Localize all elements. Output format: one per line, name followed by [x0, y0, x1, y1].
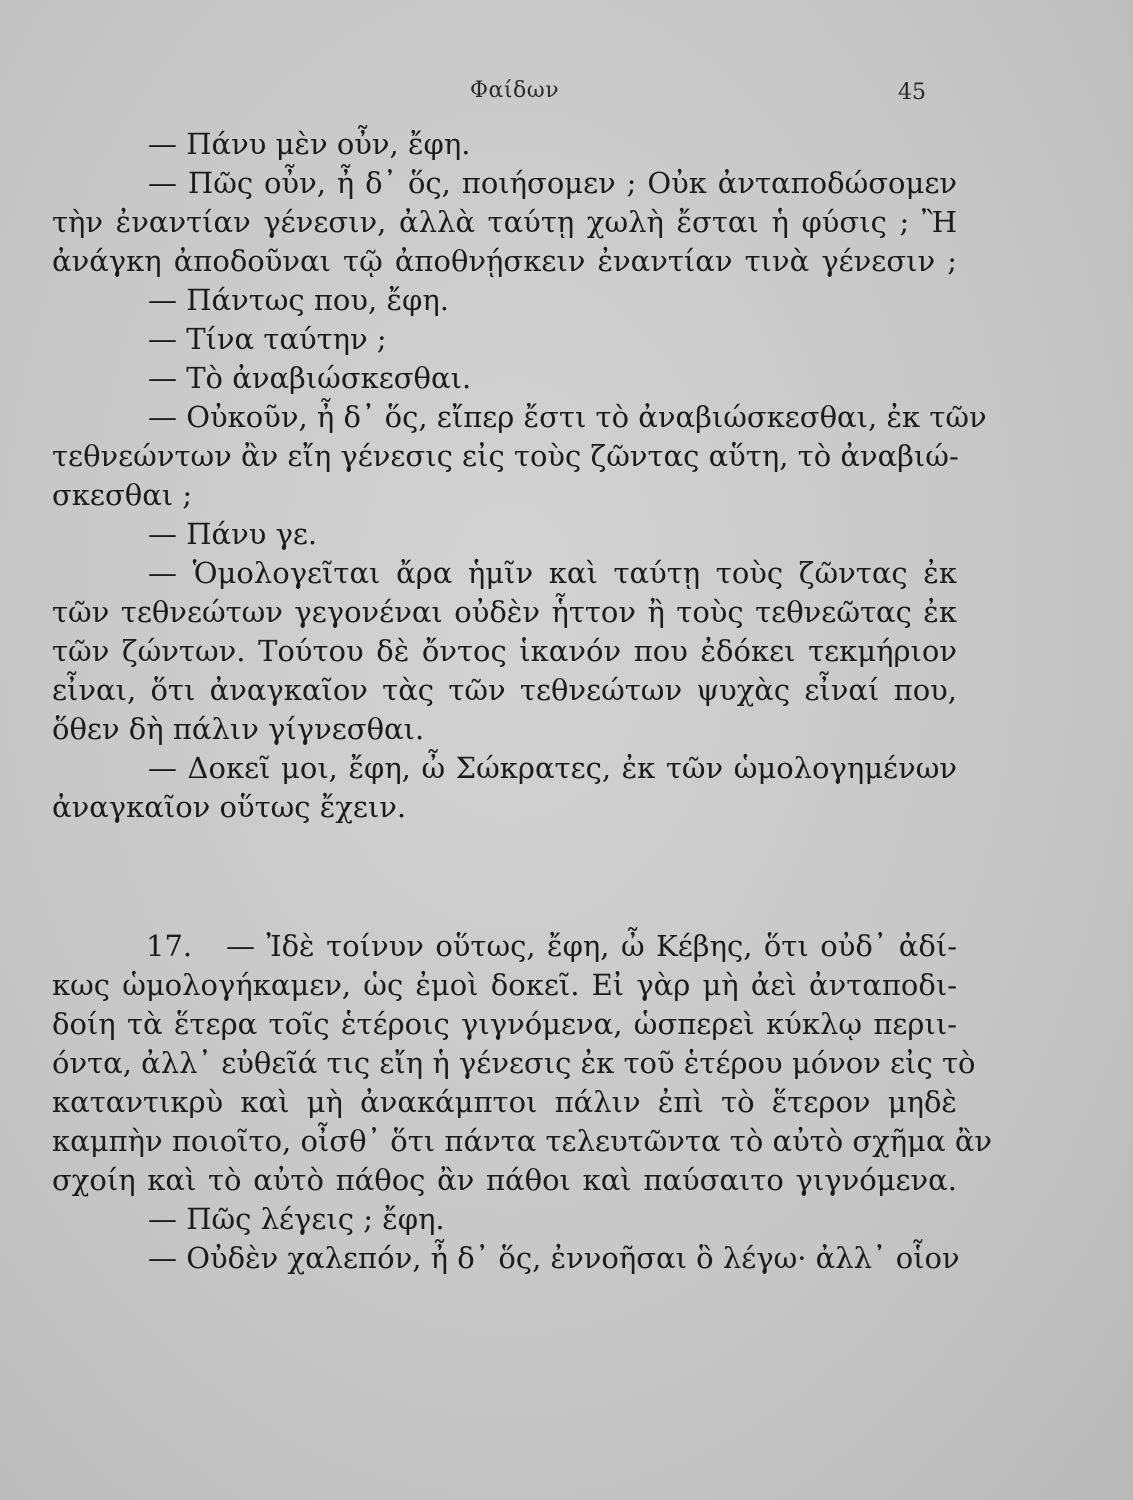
text-line: καταντικρὺ καὶ μὴ ἀνακάμπτοι πάλιν ἐπὶ τὸ ἕτερον μηδὲ — [52, 1085, 957, 1119]
text-line: εἶναι, ὅτι ἀναγκαῖον τὰς τῶν τεθνεώτων ψυχὰς εἶναί που, — [52, 673, 957, 707]
text-line: — Δοκεῖ μοι, ἔφη, ὦ Σώκρατες, ἐκ τῶν ὡμολογημένων — [148, 751, 957, 785]
text-line: — Ἰδὲ τοίνυν οὕτως, ἔφη, ὦ Κέβης, ὅτι οὐδ᾽ ἀδί- — [226, 929, 957, 963]
text-line: σχοίη καὶ τὸ αὐτὸ πάθος ἂν πάθοι καὶ παύσαιτο γιγνόμενα. — [52, 1163, 957, 1197]
text-line: τὴν ἐναντίαν γένεσιν, ἀλλὰ ταύτῃ χωλὴ ἔσται ἡ φύσις ; Ἢ — [52, 205, 957, 239]
text-line: σκεσθαι ; — [52, 478, 193, 512]
text-line: — Οὐκοῦν, ἦ δ᾽ ὅς, εἴπερ ἔστι τὸ ἀναβιώσκεσθαι, ἐκ τῶν — [148, 400, 987, 434]
text-line: ἀναγκαῖον οὕτως ἔχειν. — [52, 790, 407, 824]
text-line: — Πῶς λέγεις ; ἔφη. — [148, 1202, 445, 1236]
text-line: τῶν τεθνεώτων γεγονέναι οὐδὲν ἧττον ἢ τοὺς τεθνεῶτας ἐκ — [52, 595, 957, 629]
text-line: — Πάντως που, ἔφη. — [148, 283, 449, 317]
section-17-block — [52, 927, 993, 1278]
text-line: — Ὁμολογεῖται ἄρα ἡμῖν καὶ ταύτῃ τοὺς ζῶντας ἐκ — [148, 556, 957, 590]
page-number: 45 — [898, 80, 926, 105]
text-line: — Οὐδὲν χαλεπόν, ἦ δ᾽ ὅς, ἐννοῆσαι ὃ λέγω· ἀλλ᾽ οἷον — [148, 1241, 960, 1275]
running-head: Φαίδων — [470, 78, 560, 103]
text-line: καμπὴν ποιοῖτο, οἶσθ᾽ ὅτι πάντα τελευτῶντα τὸ αὐτὸ σχῆμα ἂν — [52, 1124, 993, 1158]
text-line: — Τὸ ἀναβιώσκεσθαι. — [148, 361, 472, 395]
text-line: κως ὡμολογήκαμεν, ὡς ἐμοὶ δοκεῖ. Εἰ γὰρ μὴ ἀεὶ ἀνταποδι- — [52, 968, 957, 1002]
text-line: ἀνάγκη ἀποδοῦναι τῷ ἀποθνῄσκειν ἐναντίαν τινὰ γένεσιν ; — [52, 244, 957, 278]
text-line: δοίη τὰ ἕτερα τοῖς ἑτέροις γιγνόμενα, ὡσπερεὶ κύκλῳ περιι- — [52, 1007, 957, 1041]
text-line: — Πάνυ μὲν οὖν, ἔφη. — [148, 127, 471, 161]
text-line: τεθνεώντων ἂν εἴη γένεσις εἰς τοὺς ζῶντας αὕτη, τὸ ἀναβιώ- — [52, 439, 959, 473]
section-first-line — [52, 927, 957, 966]
text-line: — Πῶς οὖν, ἦ δ᾽ ὅς, ποιήσομεν ; Οὐκ ἀνταποδώσομεν — [148, 166, 957, 200]
text-line: ὅθεν δὴ πάλιν γίγνεσθαι. — [52, 712, 425, 746]
dialogue-block — [52, 125, 987, 827]
text-line: — Πάνυ γε. — [148, 517, 318, 551]
text-line: — Τίνα ταύτην ; — [148, 322, 387, 356]
section-number: 17. — [146, 929, 193, 963]
text-line: τῶν ζώντων. Τούτου δὲ ὄντος ἱκανόν που ἐδόκει τεκμήριον — [52, 634, 957, 668]
text-line: όντα, ἀλλ᾽ εὐθεῖά τις εἴη ἡ γένεσις ἐκ τοῦ ἑτέρου μόνον εἰς τὸ — [52, 1046, 976, 1080]
